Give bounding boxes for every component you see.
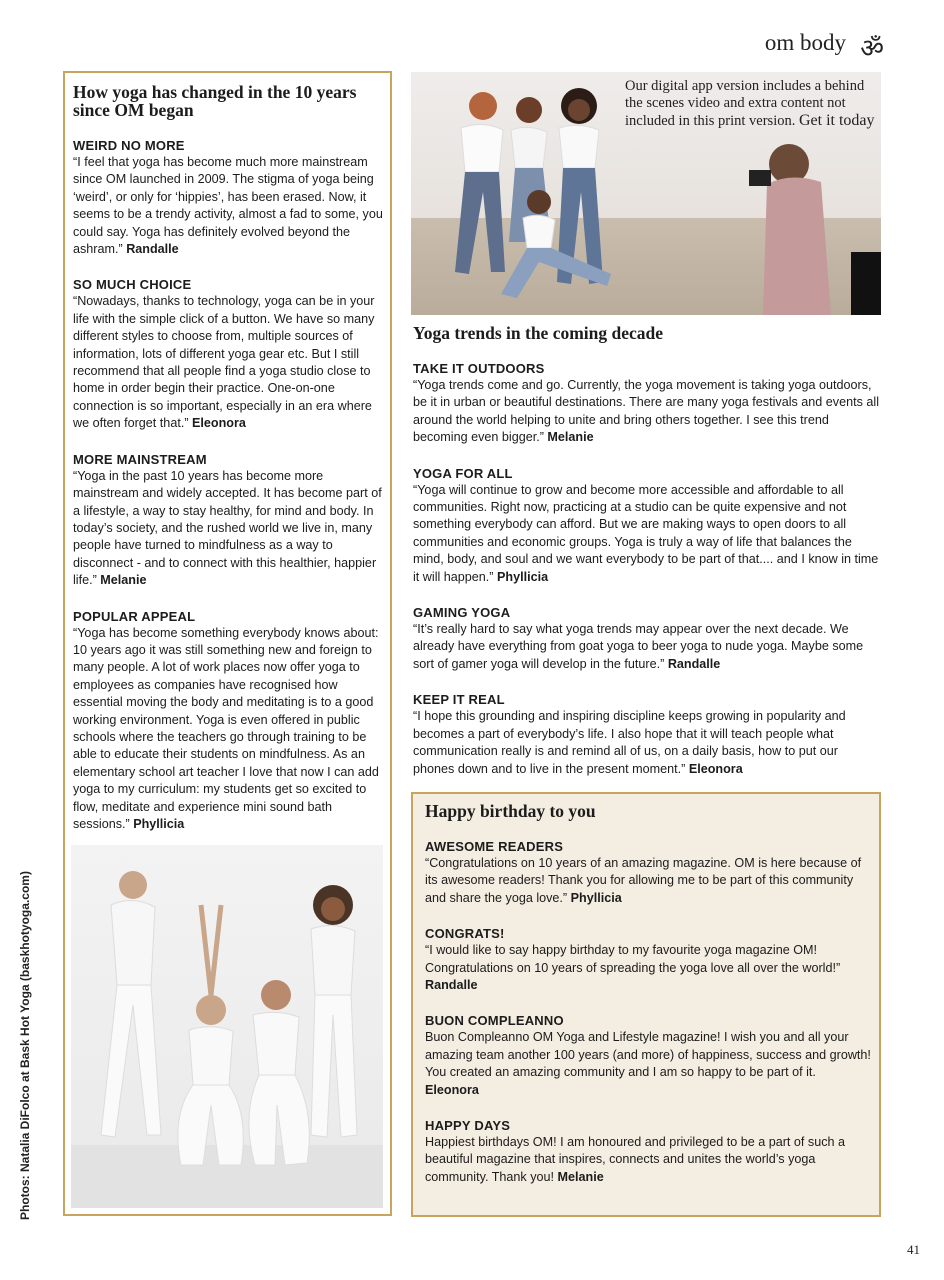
om-symbol-icon: ॐ	[860, 34, 884, 64]
quote-text: “I feel that yoga has become much more mainstream since OM launched in 2009. The stigma of yoga being ‘weird’, or only for ‘hippies’, has been erased. Now, it seems to be a trendy activity, almost a fad to some, you could say. Yoga has definitely evolved beyond the ashram.”	[73, 155, 383, 257]
article-section	[413, 465, 881, 586]
article-section	[73, 608, 385, 834]
section-text	[425, 1134, 873, 1186]
article-section	[425, 1012, 873, 1099]
digital-app-caption	[625, 78, 880, 130]
section-heading: SO MUCH CHOICE	[73, 277, 192, 293]
quote-text: “I hope this grounding and inspiring discipline keeps growing in popularity and becomes a part of everybody’s life. I also hope that it will teach people what communication really is and remind all of us, on a daily basis, how to put our phones down and to live in the present moment.”	[413, 709, 846, 776]
section-text	[413, 708, 881, 778]
section-title: om body	[764, 30, 846, 55]
article-section	[413, 360, 881, 447]
article-section	[425, 925, 873, 994]
quote-text: “Yoga has become something everybody knows about: 10 years ago it was still something new and foreign to many people. A lot of work places now offer yoga to employees as companies have recognised how essential moving the body and meditating is to a good working environment. Yoga is even offered in public schools where the teachers go through training to be able to educate their students on mindfulness. As an elementary school art teacher I love that now I can add yoga to my curriculum: my students get so excited to flow, meditate and experience mini sound bath sessions.”	[73, 625, 379, 831]
section-text	[425, 1029, 873, 1099]
section-heading: BUON COMPLEANNO	[425, 1013, 564, 1029]
quote-text: “Yoga in the past 10 years has become more mainstream and widely accepted. It has become part of a lifestyle, a way to stay healthy, for mind and body. In today’s society, and the rushed world we live in, many people have turned to mindfulness as a way to disconnect - and to connect with this healthier, happier life.”	[73, 468, 382, 588]
birthday-heading: Happy birthday to you	[425, 801, 596, 821]
article-section	[73, 137, 385, 258]
birthday-box	[411, 792, 881, 1217]
quote-text: “Yoga trends come and go. Currently, the yoga movement is taking yoga outdoors, be it in urban or beautiful destinations. There are many yoga festivals and events all around the world helping to unite and bring others together. I see this trend becoming even bigger.”	[413, 378, 880, 445]
section-heading: CONGRATS!	[425, 926, 505, 942]
author-name: Randalle	[126, 242, 179, 257]
left-heading: How yoga has changed in the 10 years since OM began	[73, 82, 357, 120]
section-heading: AWESOME READERS	[425, 839, 564, 854]
article-section	[413, 604, 881, 673]
quote-text: “Yoga will continue to grow and become more accessible and affordable to all communities. Right now, practicing at a studio can be quite expensive and not something everybody can afford. But we are making ways to open doors to all communities and economic groups. Yoga is truly a way of life that balances the mind, body, and soul and we want everybody to be part of that.... and I know in time it will happen.”	[413, 482, 879, 584]
section-heading: HAPPY DAYS	[425, 1118, 511, 1134]
section-heading: POPULAR APPEAL	[73, 608, 196, 624]
quote-text: “I would like to say happy birthday to my favourite yoga magazine OM! Congratulations on 10 years of spreading the yoga love all over the world!”	[425, 943, 841, 975]
quote-text: Happiest birthdays OM! I am honoured and privileged to be a part of such a beautiful magazine that inspires, connects and unites the world’s yoga community. Thank you!	[425, 1135, 846, 1184]
article-section	[73, 276, 385, 432]
author-name: Phyllicia	[570, 890, 622, 905]
photo-credit: Photos: Natalia DiFolco at Bask Hot Yoga (baskhotyoga.com)	[18, 871, 32, 1220]
page-number: 41	[907, 1242, 920, 1257]
author-name: Randalle	[667, 656, 721, 671]
article-section	[425, 838, 873, 907]
author-name: Randalle	[425, 978, 478, 993]
article-section	[73, 451, 385, 590]
caption-text: Our digital app version includes a behind the scenes video and extra content not included in this print version.	[625, 78, 865, 129]
section-heading: KEEP IT REAL	[413, 692, 505, 708]
author-name: Phyllicia	[497, 569, 549, 584]
get-it-today-link[interactable]: Get it today	[798, 112, 875, 129]
section-text	[73, 468, 385, 590]
section-text	[413, 377, 881, 447]
yoga-group-illustration	[71, 845, 383, 1208]
author-name: Melanie	[100, 573, 147, 588]
article-section	[413, 691, 881, 778]
yoga-group-photo	[71, 845, 383, 1208]
quote-text: Buon Compleanno OM Yoga and Lifestyle magazine! I wish you and all your amazing team another 100 years (and more) of happiness, success and growth! You created an amazing community and I am so happy to be part of it.	[425, 1030, 871, 1080]
section-text	[413, 482, 881, 586]
section-text	[73, 293, 385, 432]
section-heading: WEIRD NO MORE	[73, 138, 185, 153]
author-name: Melanie	[557, 1169, 604, 1184]
author-name: Phyllicia	[133, 817, 185, 831]
section-heading: YOGA FOR ALL	[413, 465, 513, 481]
section-text	[73, 154, 385, 258]
left-article-box	[63, 71, 392, 1216]
quote-text: “It’s really hard to say what yoga trends may appear over the next decade. We already have everything from goat yoga to beer yoga to nude yoga. Maybe some sort of gamer yoga will develop in the future.”	[413, 622, 864, 671]
section-text	[73, 625, 385, 834]
quote-text: “Congratulations on 10 years of an amazing magazine. OM is here because of its awesome readers! Thank you for allowing me to be part of this community and share the yoga love.”	[425, 856, 862, 905]
section-heading: TAKE IT OUTDOORS	[413, 361, 545, 376]
article-section	[425, 1117, 873, 1186]
author-name: Eleonora	[425, 1082, 479, 1097]
author-name: Eleonora	[192, 416, 246, 431]
author-name: Melanie	[547, 430, 594, 445]
trends-article	[413, 324, 881, 778]
section-text	[425, 855, 873, 907]
section-heading: GAMING YOGA	[413, 605, 511, 621]
section-text	[425, 942, 873, 994]
quote-text: “Nowadays, thanks to technology, yoga can be in your life with the simple click of a button. We have so many different styles to choose from, multiple sources of information, lots of different yoga gear etc. But I still recommend that all people find a yoga studio close to home in order begin their practice. One-on-one connection is so important, especially in an era where we often forget that.”	[73, 294, 375, 431]
section-heading: MORE MAINSTREAM	[73, 451, 207, 467]
trends-heading: Yoga trends in the coming decade	[413, 323, 664, 343]
section-text	[413, 621, 881, 673]
author-name: Eleonora	[688, 761, 743, 776]
